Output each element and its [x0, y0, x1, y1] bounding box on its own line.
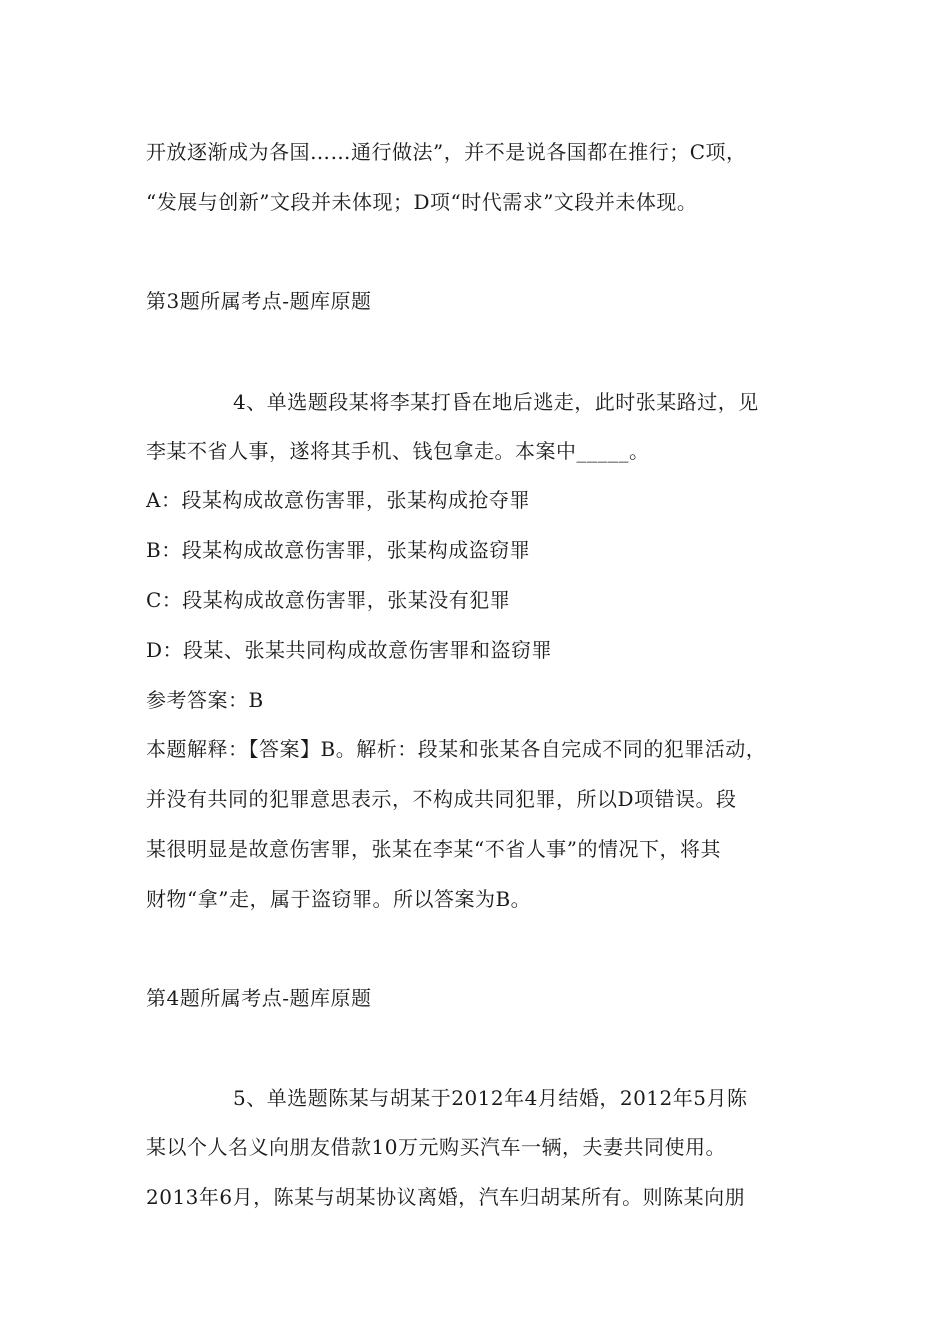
q4-option-c: C：段某构成故意伤害罪，张某没有犯罪: [146, 588, 511, 612]
q4-topic-note: 第4题所属考点-题库原题: [146, 986, 372, 1010]
q4-explanation-line-1: 本题解释：【答案】B。解析：段某和张某各自完成不同的犯罪活动，: [146, 737, 767, 761]
q5-stem-line-3: 2013年6月，陈某与胡某协议离婚，汽车归胡某所有。则陈某向朋: [146, 1185, 746, 1209]
q4-explanation-line-2: 并没有共同的犯罪意思表示，不构成共同犯罪，所以D项错误。段: [146, 787, 737, 811]
q4-stem-line-2: 李某不省人事，遂将其手机、钱包拿走。本案中_____。: [146, 439, 650, 463]
q5-stem-line-1: 5、单选题陈某与胡某于2012年4月结婚，2012年5月陈: [233, 1086, 748, 1110]
q4-option-b: B：段某构成故意伤害罪，张某构成盗窃罪: [146, 538, 531, 562]
q4-option-d: D：段某、张某共同构成故意伤害罪和盗窃罪: [146, 638, 553, 662]
q2-explanation-line-1: 开放逐渐成为各国……通行做法”，并不是说各国都在推行；C项，: [146, 140, 747, 164]
q5-stem-line-2: 某以个人名义向朋友借款10万元购买汽车一辆，夫妻共同使用。: [146, 1135, 726, 1159]
q4-explanation-line-3: 某很明显是故意伤害罪，张某在李某“不省人事”的情况下，将其: [146, 837, 721, 861]
q3-topic-note: 第3题所属考点-题库原题: [146, 289, 372, 313]
q4-explanation-line-4: 财物“拿”走，属于盗窃罪。所以答案为B。: [146, 887, 532, 911]
q4-answer: 参考答案：B: [146, 688, 264, 712]
q4-option-a: A：段某构成故意伤害罪，张某构成抢夺罪: [146, 488, 530, 512]
q4-stem-line-1: 4、单选题段某将李某打昏在地后逃走，此时张某路过，见: [233, 390, 759, 414]
q2-explanation-line-2: “发展与创新”文段并未体现；D项“时代需求”文段并未体现。: [146, 190, 698, 214]
